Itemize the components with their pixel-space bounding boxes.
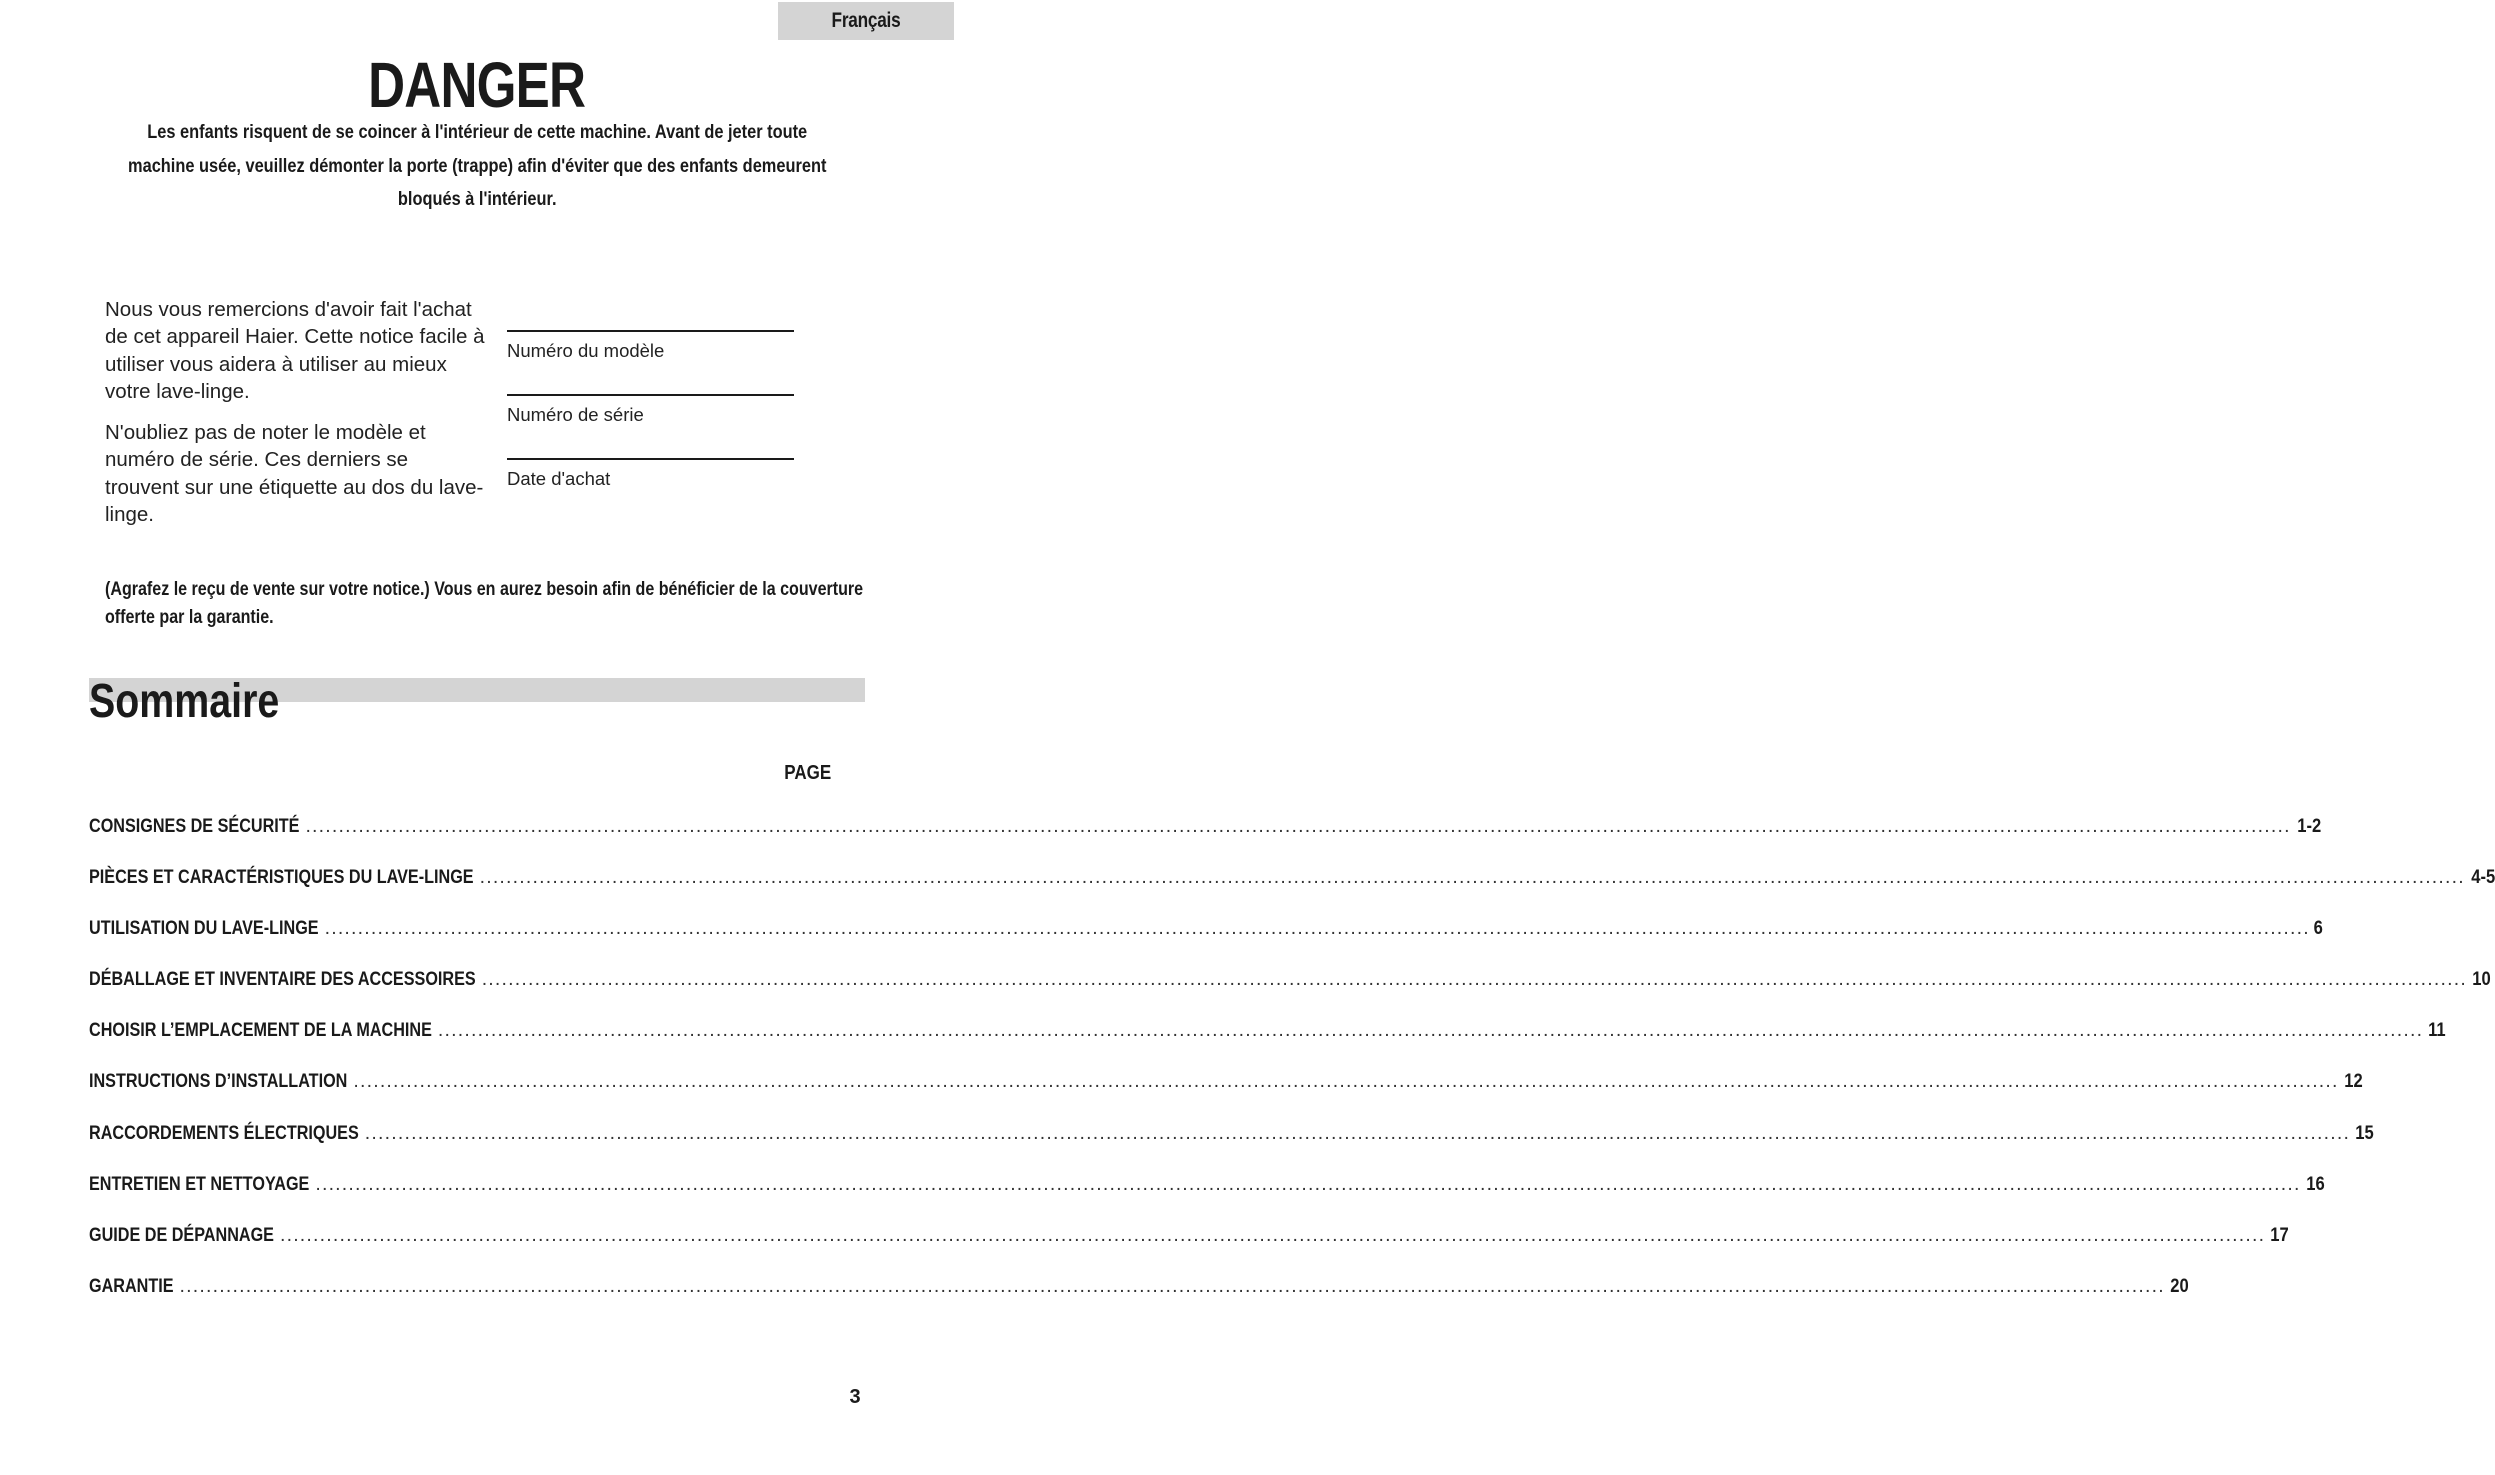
staple-receipt-note: (Agrafez le reçu de vente sur votre notice.) Vous en aurez besoin afin de bénéficier de la couverture offerte par la garantie.: [105, 579, 864, 628]
model-number-field: Numéro du modèle: [507, 330, 794, 394]
danger-line-2: machine usée, veuillez démonter la porte (trappe) afin d'éviter que des enfants demeurent: [127, 154, 827, 177]
toc-entry-label: DÉBALLAGE ET INVENTAIRE DES ACCESSOIRES: [89, 968, 476, 991]
toc-entry-label: GARANTIE: [89, 1274, 174, 1297]
toc-entry-label: CONSIGNES DE SÉCURITÉ: [89, 815, 300, 837]
record-fields: [507, 330, 794, 522]
toc-entry-page: 20: [2170, 1274, 2189, 1297]
language-tab: [778, 2, 954, 40]
toc-entry-page: 17: [2270, 1223, 2289, 1246]
table-of-contents: [89, 809, 2495, 1320]
intro-paragraph-2: N'oubliez pas de noter le modèle et numéro de série. Ces derniers se trouvent sur une étiquette au dos du lave-linge.: [105, 421, 484, 527]
toc-entry-label: PIÈCES ET CARACTÉRISTIQUES DU LAVE-LINGE: [89, 866, 474, 889]
language-label: Français: [831, 9, 901, 32]
toc-title: Sommaire: [89, 675, 280, 728]
toc-entry: [89, 962, 2491, 1013]
toc-entry-label: ENTRETIEN ET NETTOYAGE: [89, 1172, 310, 1195]
toc-entry-label: CHOISIR L’EMPLACEMENT DE LA MACHINE: [89, 1019, 432, 1042]
toc-entry-page: 6: [2313, 917, 2323, 940]
toc-entry: [89, 1218, 2289, 1269]
toc-entry: [89, 1269, 2189, 1320]
toc-page-header: PAGE: [784, 762, 831, 784]
toc-entry: [89, 809, 2321, 860]
intro-paragraph-1: Nous vous remercions d'avoir fait l'achat de cet appareil Haier. Cette notice facile à utiliser vous aidera à utiliser au mieux votre lave-linge.: [105, 298, 485, 403]
toc-entry-page: 4-5: [2471, 866, 2495, 889]
toc-leader-dots: ............................................................................................................................................................................................................................................................................................................: [437, 1019, 2424, 1042]
toc-entry: [89, 1116, 2374, 1167]
toc-entry: [89, 1013, 2446, 1064]
toc-entry: [89, 1064, 2363, 1115]
danger-title: DANGER: [368, 49, 586, 121]
toc-leader-dots: ............................................................................................................................................................................................................................................................................................................: [481, 968, 2468, 991]
toc-leader-dots: ............................................................................................................................................................................................................................................................................................................: [324, 917, 2310, 940]
toc-entry: [89, 1167, 2325, 1218]
toc-entry-label: UTILISATION DU LAVE-LINGE: [89, 917, 319, 940]
toc-entry-page: 15: [2355, 1121, 2374, 1144]
page-number: 3: [849, 1386, 861, 1408]
danger-line-3: bloqués à l'intérieur.: [397, 188, 557, 210]
toc-entry-label: GUIDE DE DÉPANNAGE: [89, 1223, 274, 1246]
toc-entry: [89, 860, 2495, 911]
purchase-date-field: Date d'achat: [507, 458, 794, 522]
toc-leader-dots: ............................................................................................................................................................................................................................................................................................................: [315, 1172, 2301, 1195]
toc-entry-page: 16: [2305, 1172, 2325, 1195]
toc-entry-label: INSTRUCTIONS D’INSTALLATION: [89, 1070, 348, 1093]
intro-text: [105, 296, 485, 542]
serial-number-field: Numéro de série: [507, 394, 794, 458]
danger-warning-text: [60, 116, 894, 217]
toc-entry-page: 10: [2472, 968, 2491, 991]
toc-entry-page: 11: [2428, 1019, 2446, 1042]
toc-leader-dots: ............................................................................................................................................................................................................................................................................................................: [279, 1223, 2266, 1246]
danger-line-1: Les enfants risquent de se coincer à l'intérieur de cette machine. Avant de jeter toute: [147, 121, 807, 143]
toc-leader-dots: ............................................................................................................................................................................................................................................................................................................: [479, 866, 2465, 889]
toc-leader-dots: ............................................................................................................................................................................................................................................................................................................: [305, 815, 2291, 837]
toc-leader-dots: ............................................................................................................................................................................................................................................................................................................: [353, 1070, 2339, 1093]
toc-entry: [89, 911, 2323, 962]
toc-leader-dots: ............................................................................................................................................................................................................................................................................................................: [364, 1121, 2351, 1144]
toc-entry-page: 12: [2343, 1070, 2363, 1093]
toc-entry-label: RACCORDEMENTS ÉLECTRIQUES: [89, 1121, 359, 1144]
toc-entry-page: 1-2: [2296, 815, 2321, 837]
toc-leader-dots: ............................................................................................................................................................................................................................................................................................................: [179, 1274, 2165, 1297]
